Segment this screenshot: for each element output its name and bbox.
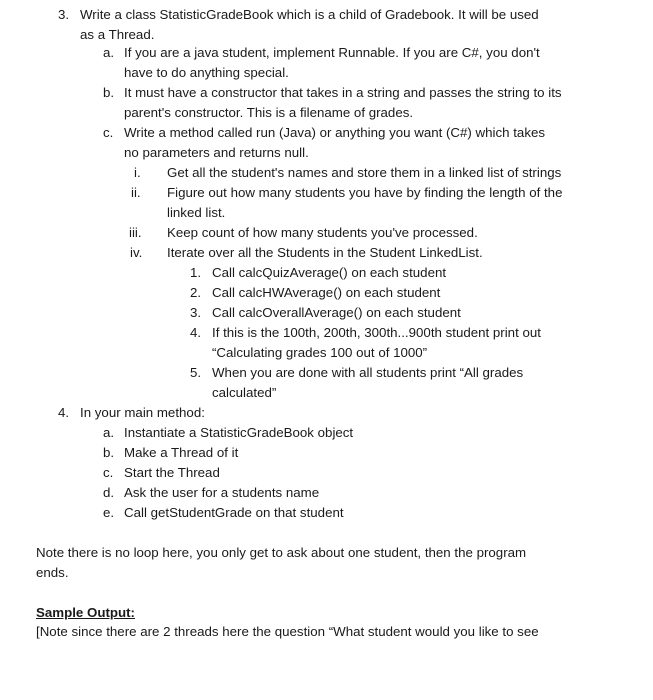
list-marker-4b: b.	[103, 445, 115, 460]
list-marker-3b: b.	[103, 85, 115, 100]
item3a-line2: have to do anything special.	[124, 65, 289, 80]
step-marker-5: 5.	[190, 365, 202, 380]
step-2-line1: Call calcHWAverage() on each student	[212, 285, 441, 300]
item3b-line2: parent's constructor. This is a filename of grades.	[124, 105, 414, 120]
roman-marker-ii: ii.	[131, 185, 141, 200]
list-marker-4a: a.	[103, 425, 115, 440]
list-marker-3a: a.	[103, 45, 115, 60]
item4b-text: Make a Thread of it	[124, 445, 239, 460]
roman-marker-iv: iv.	[130, 245, 143, 260]
roman-ii-line2: linked list.	[167, 205, 226, 220]
item4a-text: Instantiate a StatisticGradeBook object	[124, 425, 354, 440]
item4c-text: Start the Thread	[124, 465, 220, 480]
roman-marker-iii: iii.	[129, 225, 142, 240]
sample-output-heading: Sample Output:	[36, 605, 135, 620]
step-5-line2: calculated”	[212, 385, 277, 400]
step-marker-3: 3.	[190, 305, 202, 320]
roman-marker-i: i.	[134, 165, 141, 180]
note-line2: ends.	[36, 565, 69, 580]
item4e-text: Call getStudentGrade on that student	[124, 505, 344, 520]
item3c-line2: no parameters and returns null.	[124, 145, 309, 160]
step-1-line1: Call calcQuizAverage() on each student	[212, 265, 447, 280]
list-marker-4c: c.	[103, 465, 114, 480]
list-marker-3c: c.	[103, 125, 114, 140]
step-4-line2: “Calculating grades 100 out of 1000”	[212, 345, 428, 360]
roman-ii-line1: Figure out how many students you have by finding the length of the	[167, 185, 563, 200]
roman-iv-line1: Iterate over all the Students in the Student LinkedList.	[167, 245, 483, 260]
item4d-text: Ask the user for a students name	[124, 485, 320, 500]
note-line1: Note there is no loop here, you only get to ask about one student, then the program	[36, 545, 527, 560]
list-marker-4d: d.	[103, 485, 115, 500]
list-marker-4e: e.	[103, 505, 115, 520]
item3-text-line1: Write a class StatisticGradeBook which is a child of Gradebook. It will be used	[80, 7, 539, 22]
step-4-line1: If this is the 100th, 200th, 300th...900th student print out	[212, 325, 541, 340]
step-marker-1: 1.	[190, 265, 202, 280]
step-5-line1: When you are done with all students print “All grades	[212, 365, 524, 380]
list-marker-3: 3.	[58, 7, 70, 22]
step-marker-2: 2.	[190, 285, 202, 300]
sample-output-line1: [Note since there are 2 threads here the question “What student would you like to see	[36, 624, 539, 639]
list-marker-4: 4.	[58, 405, 70, 420]
roman-iii-line1: Keep count of how many students you've processed.	[167, 225, 478, 240]
roman-i-line1: Get all the student's names and store them in a linked list of strings	[167, 165, 562, 180]
step-marker-4: 4.	[190, 325, 202, 340]
item3b-line1: It must have a constructor that takes in a string and passes the string to its	[124, 85, 562, 100]
step-3-line1: Call calcOverallAverage() on each student	[212, 305, 461, 320]
item3a-line1: If you are a java student, implement Runnable. If you are C#, you don't	[124, 45, 540, 60]
item4-text: In your main method:	[80, 405, 205, 420]
item3c-line1: Write a method called run (Java) or anything you want (C#) which takes	[124, 125, 546, 140]
item3-text-line2: as a Thread.	[80, 27, 155, 42]
